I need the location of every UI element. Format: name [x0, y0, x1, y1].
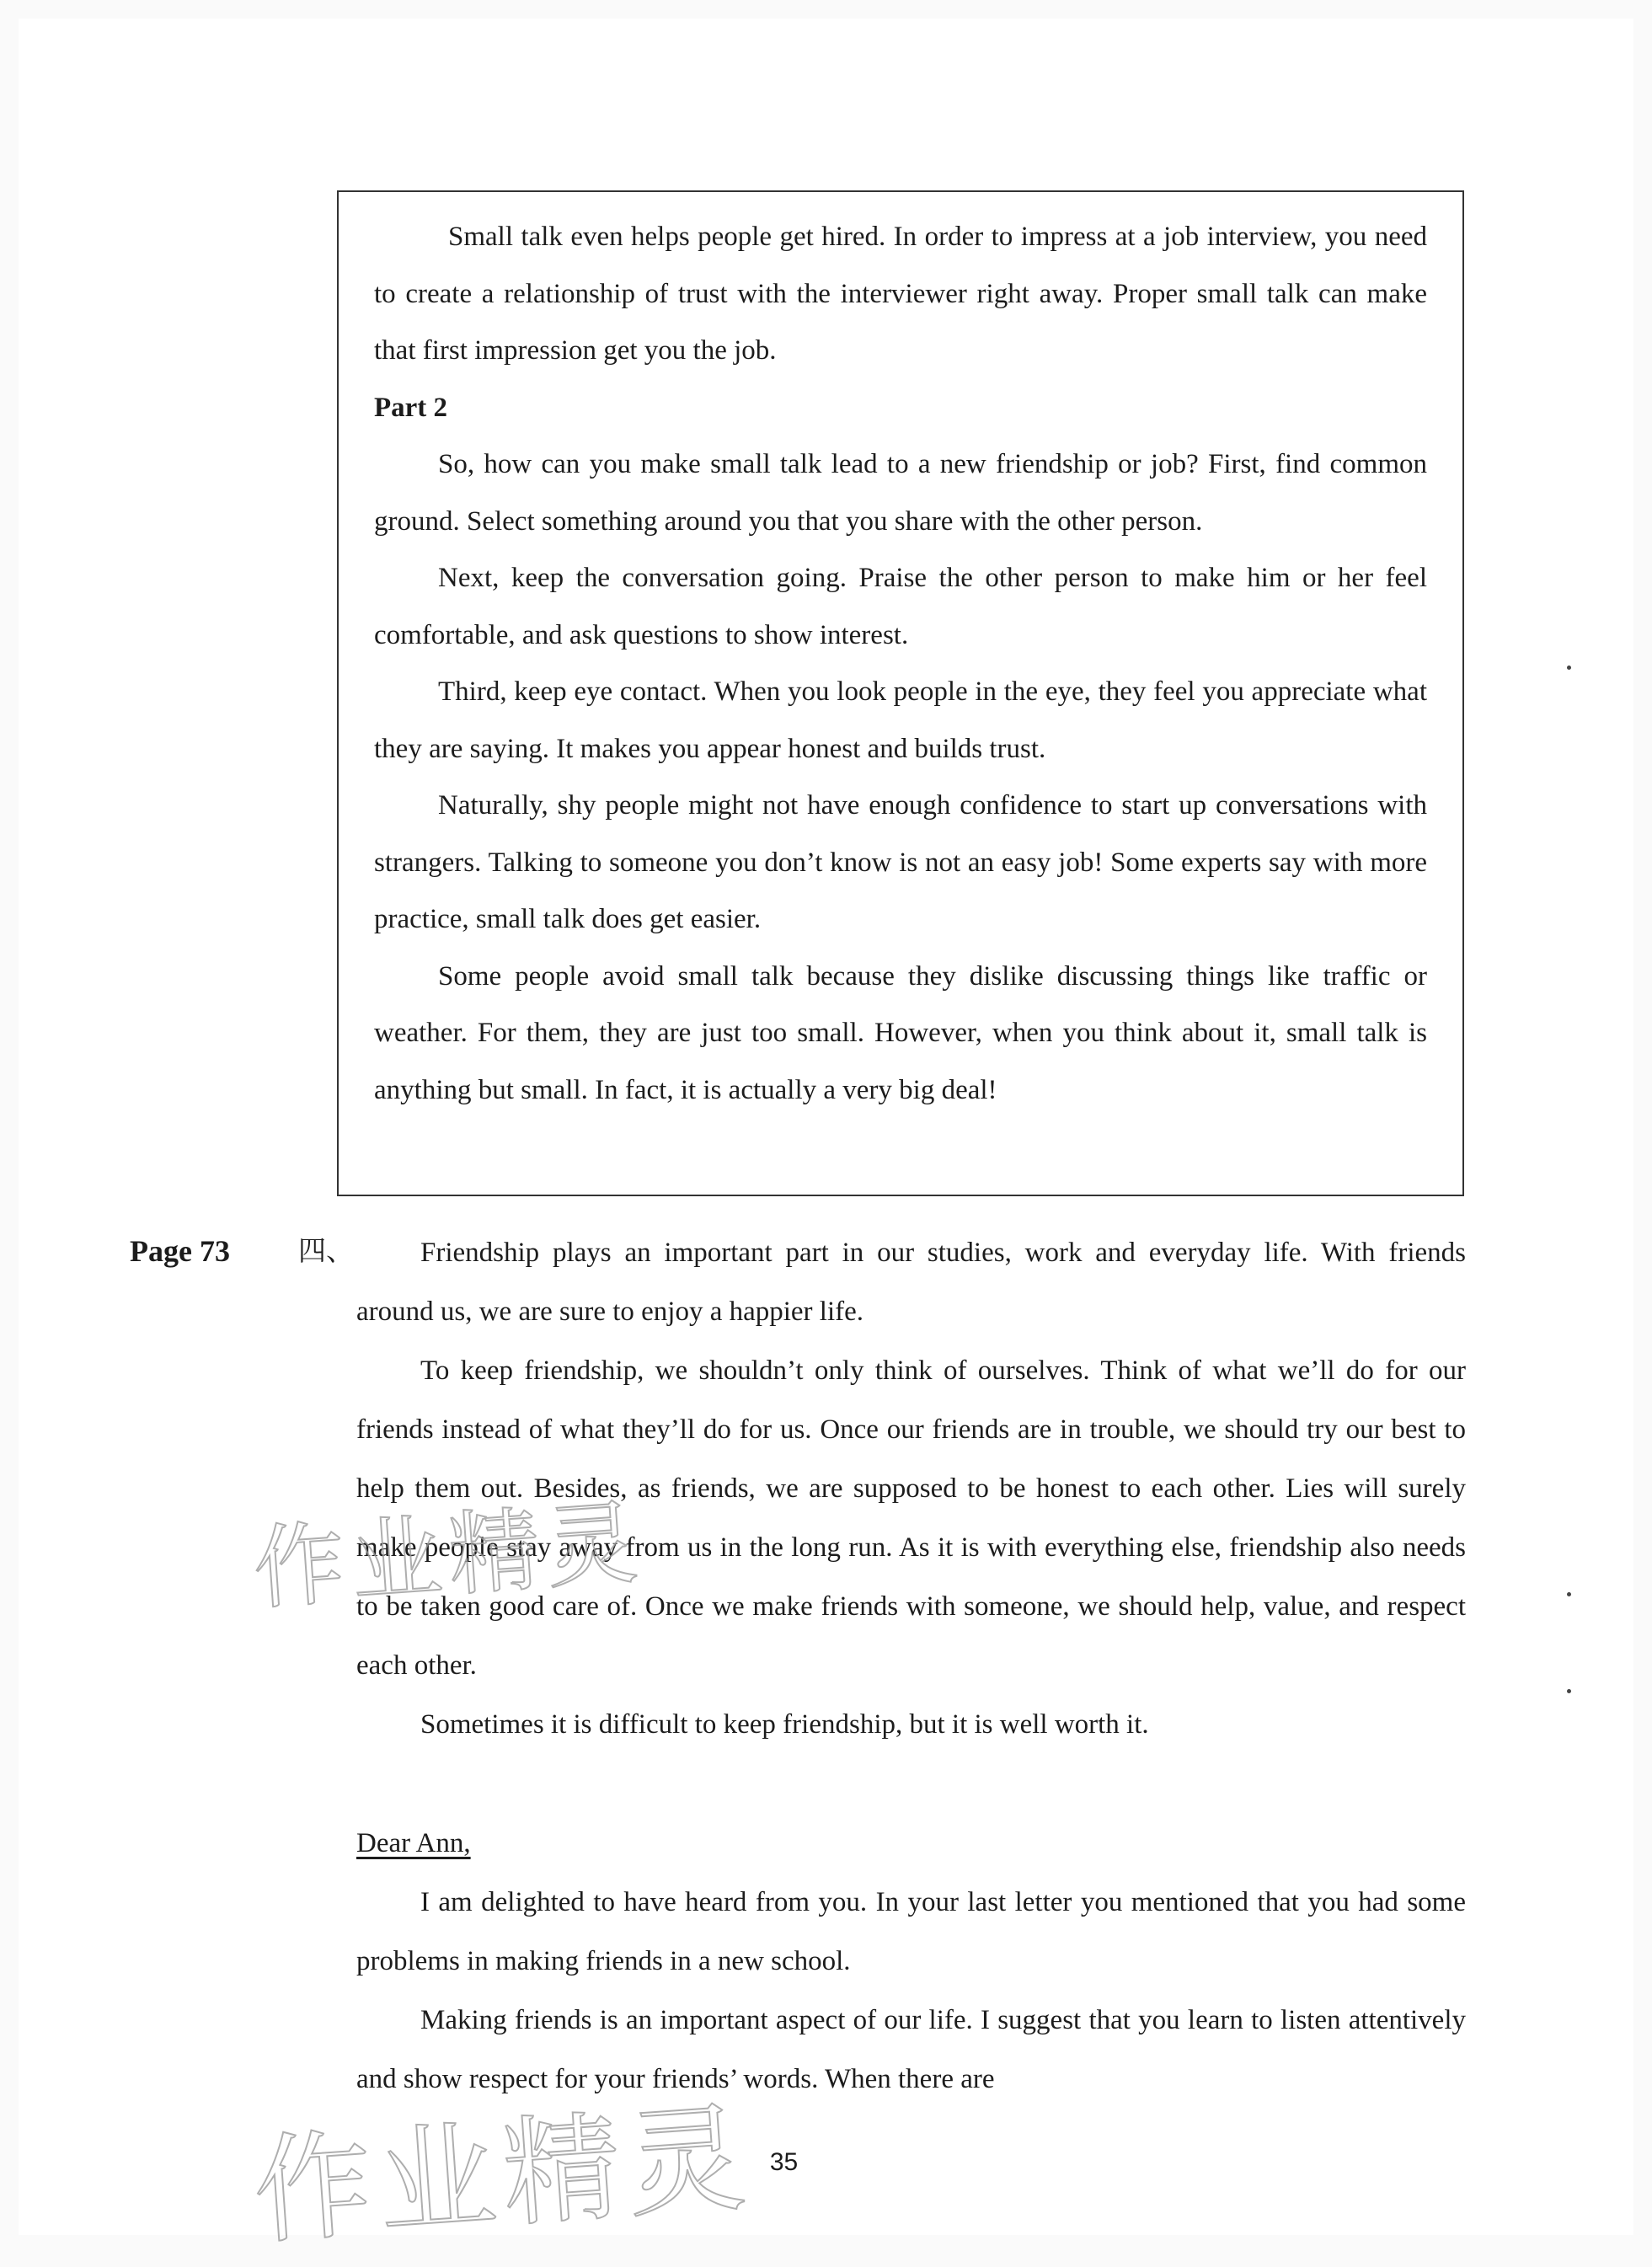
- section-number: 四、: [298, 1234, 354, 1267]
- passage-paragraph: Next, keep the conversation going. Praise the other person to make him or her feel comfortable, and ask questions to show interest.: [374, 563, 1427, 650]
- letter-paragraph: Making friends is an important aspect of our life. I suggest that you learn to listen attentively and show respect for your friends’ words. When there are: [356, 2005, 1466, 2094]
- essay-paragraph: To keep friendship, we shouldn’t only think of ourselves. Think of what we’ll do for our friends instead of what they’ll do for us. Once our friends are in trouble, we should try our best to help them out. Besides, as friends, we are supposed to be honest to each other. Lies will surely make people stay away from us in the long run. As it is with everything else, friendship also needs to be taken good care of. Once we make friends with someone, we should help, value, and respect each other.: [356, 1355, 1466, 1681]
- essay-paragraph: Friendship plays an important part in our studies, work and everyday life. With friends around us, we are sure to enjoy a happier life.: [356, 1238, 1466, 1327]
- salutation-text: Dear Ann,: [356, 1828, 471, 1858]
- page-number-text: 35: [769, 2148, 799, 2176]
- page-reference-label: Page 73: [130, 1234, 230, 1268]
- letter-salutation: [356, 1814, 1466, 1873]
- part-heading: Part 2: [374, 392, 448, 423]
- letter-answer: [356, 1814, 1466, 2109]
- speck-mark: [1567, 666, 1571, 670]
- speck-mark: [1567, 1592, 1571, 1596]
- page-number: [0, 2148, 1635, 2177]
- passage-paragraph: Third, keep eye contact. When you look people in the eye, they feel you appreciate what they are saying. It makes you appear honest and builds trust.: [374, 676, 1427, 764]
- speck-mark: [1567, 1689, 1571, 1693]
- passage-paragraph: Small talk even helps people get hired. In order to impress at a job interview, you need to create a relationship of trust with the interviewer right away. Proper small talk can make that first impression get you the job.: [374, 222, 1427, 366]
- passage-paragraph: Some people avoid small talk because they dislike discussing things like traffic or weather. For them, they are just too small. However, when you think about it, small talk is anything but small. In fact, it is actually a very big deal!: [374, 960, 1427, 1105]
- letter-paragraph: I am delighted to have heard from you. In your last letter you mentioned that you had some problems in making friends in a new school.: [356, 1887, 1466, 1976]
- watermark-logo: 作业精灵: [249, 2089, 756, 2262]
- passage-paragraph: Naturally, shy people might not have enough confidence to start up conversations with strangers. Talking to someone you don’t know is not an easy job! Some experts say with more practice, small talk does get easier.: [374, 790, 1427, 934]
- passage-paragraph: So, how can you make small talk lead to a new friendship or job? First, find common ground. Select something around you that you share with the other person.: [374, 449, 1427, 537]
- watermark-logo: 作业精灵: [249, 1489, 648, 1623]
- essay-paragraph: Sometimes it is difficult to keep friendship, but it is well worth it.: [420, 1709, 1149, 1740]
- reading-passage-box: [337, 190, 1464, 1196]
